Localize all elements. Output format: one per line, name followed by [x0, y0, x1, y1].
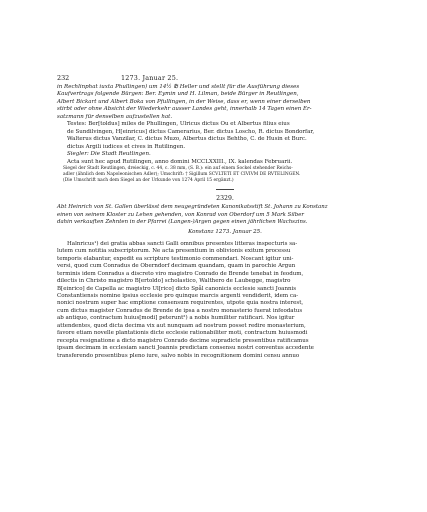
regest-line: Abt Heinrich von St. Gallen überlässt dem neugegründeten Kanonikatsstift St. Johann zu Konstanz	[57, 204, 328, 211]
text-line: de Sundilvingen, H[einricus] dictus Camerarius, Ber. dictus Loscho, R. dictus Bondorfar,	[67, 128, 315, 135]
document-regest	[57, 204, 393, 226]
body-line: dilectis in Christo magistro B[ertoldo] scholastico, Walthero de Laubegge, magistro	[57, 278, 291, 285]
body-line: temporis elabantur, expedit ea scripture testimonio commendari. Noscant igitur uni-	[57, 255, 294, 262]
text-line: satzmann für denselben aufzustellen hat.	[57, 113, 173, 120]
body-line: ab antiquo, contractum huius[modi] peterunt²) a nobis humiliter ratificari. Nos igitur	[57, 315, 295, 322]
body-line: terminis idem Conradus a discreto viro magistro Conrado de Brende tenebat in feodum,	[57, 270, 304, 277]
note-line: Siegel der Stadt Reutlingen, dreieckig, c. 44, c. 38 mm, (S. B.): ein auf einem Sockel stehender Reichs-	[63, 165, 293, 171]
witness-list	[57, 121, 393, 151]
running-title: 1273. Januar 25.	[121, 74, 179, 82]
text-line: Walterus dictus Vanzilar, C. dictus Muzo, Albertus dictus Behtho, C. de Husin et Burc.	[67, 136, 307, 143]
text-line: Testes: Ber[toldus] miles de Phullingen, Ulricus dictus Ou et Albertus filius eius	[67, 121, 290, 128]
body-line: attendentes, quod dicta decima vix aut nunquam ad nostrum posset redire monasterium,	[57, 322, 306, 329]
note-line: adler (ähnlich dem Napoleonischen Adler); Umschrift: † Sigillum SCVLTETI ET CIVIVM DE RVTELINGEN.	[63, 172, 301, 178]
body-line: Halnricus¹) dei gratia abbas sancti Galli omnibus presentes litteras inspecturis sa-	[67, 240, 298, 247]
text-line: Kaufvertrags folgende Bürgen: Ber. Eymin und H. Lilman, beide Bürger in Reutlingen,	[57, 91, 299, 98]
text-line: stirbt oder ohne Absicht der Wiederkehr ausser Landes geht, innerhalb 14 Tagen einen Er-	[57, 106, 312, 113]
document-entry	[57, 195, 393, 360]
document-number: 2329.	[216, 195, 234, 203]
text-line: dictus Argili iudices et cives in Rutilingen.	[67, 143, 186, 150]
date-clause: Acta sunt hec apud Rutilingen, anno domini MCCLXXIII., IX. kalendas Februarii.	[67, 158, 293, 165]
seal-statement: Siegler: Die Stadt Reutlingen.	[67, 151, 151, 158]
regest-line: dahin verkauften Zehnten in der Pfarrei (Langen-)Argen gegen einen jährlichen Wachszins.	[57, 218, 308, 225]
document-body	[57, 241, 393, 360]
document-dateline: Konstanz 1273. Januar 25.	[188, 229, 262, 236]
body-line: versi, quod cum Conradus de Oberndorf decimam quandam, quam in parochie Argun	[57, 263, 296, 270]
seal-note	[63, 166, 393, 184]
body-line: favore etiam novelle plantationis dicte ecclesie rationabiliter moti, contractum huiusmodi	[57, 330, 308, 337]
body-line: ipsam decimam in ecclesiam sancti Joannis predictam consensu nostri conventus accedente	[57, 345, 314, 352]
page-number: 232	[57, 74, 70, 82]
text-line: Albert Bickart und Albert Boka von Pfullingen, in der Weise, dass er, wenn einer derselben	[57, 98, 311, 105]
page-header	[57, 74, 393, 82]
body-line: nonici nostrum super hac emptione consensum requirentes, utpote quia nostra interest,	[57, 300, 304, 307]
previous-document-continuation	[57, 84, 393, 184]
body-line: lutem cum notitia subscriptorum. Ne acta presentium in oblivionis exitum processu	[57, 248, 291, 255]
body-line: B[einrico] de Capella ac magistro Ul[rico] dicto Spål canonicis ecclesie sancti Joannis	[57, 285, 297, 292]
body-line: transferendo presentibus pleno iure, salvo nobis in recognitionem domini censu annuo	[57, 352, 300, 359]
body-line: recepta resignatione a dicto magistro Conrado decime supradicte presentibus ratificamus	[57, 337, 309, 344]
note-line: (Die Umschrift nach dem Siegel an der Urkunde von 1274 April 15 ergänzt.)	[63, 178, 234, 184]
regest-continuation	[57, 84, 393, 121]
regest-line: einen von seinem Kloster zu Lehen gehenden, von Konrad von Oberdorf um 5 Mark Silber	[57, 211, 304, 218]
body-line: Constantiensis nomine ipsius ecclesie pro quinque marcis argenti vendiderit, idem ca-	[57, 292, 299, 299]
section-divider	[216, 189, 234, 190]
body-line: cum dictus magister Conradus de Brende de ipsa a nostro monasterio fuerat infeodatus	[57, 307, 303, 314]
text-line: in Rechlinphat iuxta Phullingen) um 14½ ℔ Heller und stellt für die Ausführung dieses	[57, 84, 300, 90]
